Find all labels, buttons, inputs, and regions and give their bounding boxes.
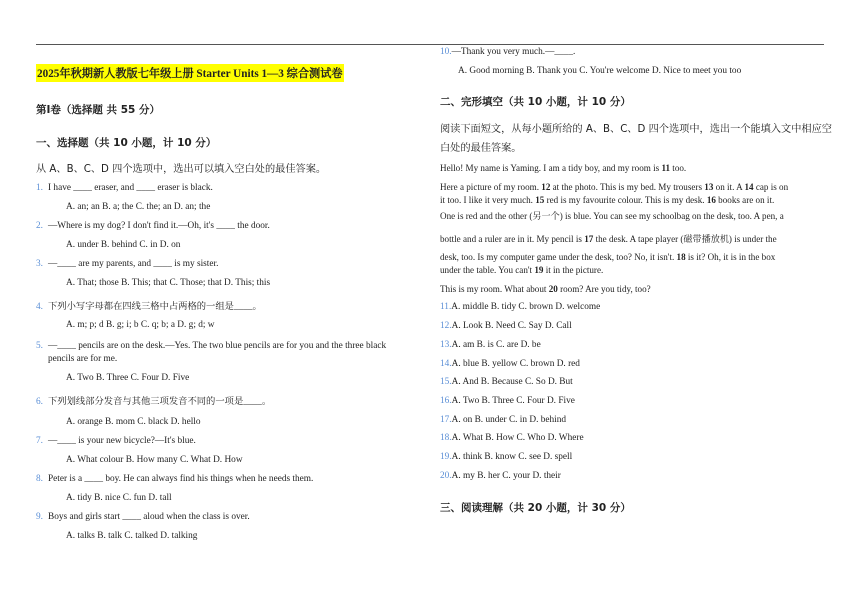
- cloze-item: [440, 415, 566, 425]
- question-number: 13.: [440, 340, 452, 350]
- cloze-options: A. Two B. Three C. Four D. Five: [451, 396, 575, 406]
- section-heading-choice: 一、选择题（共 10 小题，计 10 分）: [36, 137, 217, 149]
- cloze-options: A. middle B. tidy C. brown D. welcome: [451, 302, 601, 312]
- exam-title: 2025年秋期新人教版七年级上册 Starter Units 1—3 综合测试卷: [36, 64, 344, 82]
- cloze-options: A. on B. under C. in D. behind: [451, 415, 567, 425]
- question-4: [36, 298, 262, 312]
- question-5: [36, 341, 386, 351]
- question-5-continued: pencils are for me.: [48, 354, 118, 364]
- passage-text: red is my favourite colour. This is my desk.: [544, 195, 707, 205]
- blank-number: 11: [661, 163, 671, 173]
- question-number: 10.: [440, 47, 452, 57]
- blank-number: 17: [584, 234, 594, 244]
- question-text: —Where is my dog? I don't find it.—Oh, it's ____ the door.: [48, 221, 270, 231]
- cloze-item: [440, 471, 561, 481]
- cloze-item: [440, 359, 580, 369]
- passage-text: books are on it.: [715, 195, 775, 205]
- question-6-options: A. orange B. mom C. black D. hello: [66, 417, 201, 427]
- passage-text: desk, too. Is my computer game under the desk, too? No, it isn't.: [440, 252, 677, 262]
- cloze-options: A. And B. Because C. So D. But: [451, 377, 573, 387]
- passage-text: room? Are you tidy, too?: [557, 284, 651, 294]
- question-text: —____ are my parents, and ____ is my sister.: [48, 259, 219, 269]
- question-1-options: A. an; an B. a; the C. the; an D. an; the: [66, 202, 211, 212]
- question-text: Peter is a ____ boy. He can always find his things when he needs them.: [48, 474, 314, 484]
- passage-text: it too. I like it very much.: [440, 195, 536, 205]
- question-number: 8.: [36, 474, 43, 484]
- passage-text: cap is on: [753, 182, 789, 192]
- question-number: 11.: [440, 302, 452, 312]
- cloze-options: A. What B. How C. Who D. Where: [451, 433, 584, 443]
- question-6: [36, 393, 271, 407]
- question-text: 下列划线部分发音与其他三项发音不同的一项是____。: [48, 397, 272, 407]
- question-text: 下列小写字母都在四线三格中占两格的一组是____。: [48, 302, 262, 312]
- cloze-instruction-line2: 白处的最佳答案。: [440, 143, 522, 154]
- top-divider: [36, 44, 824, 45]
- blank-number: 16: [706, 195, 716, 205]
- question-text: —____ is your new bicycle?—It's blue.: [48, 436, 196, 446]
- passage-text: at the photo. This is my bed. My trousers: [550, 182, 705, 192]
- cloze-item: [440, 377, 573, 387]
- question-number: 17.: [440, 415, 452, 425]
- cloze-item: [440, 321, 572, 331]
- question-number: 6.: [36, 397, 43, 407]
- question-3: [36, 259, 218, 269]
- part-heading: 第Ⅰ卷（选择题 共 55 分）: [36, 104, 160, 116]
- question-text: Boys and girls start ____ aloud when the class is over.: [48, 512, 250, 522]
- question-9-options: A. talks B. talk C. talked D. talking: [66, 531, 198, 541]
- question-number: 20.: [440, 471, 452, 481]
- question-number: 14.: [440, 359, 452, 369]
- question-text: —Thank you very much.—____.: [451, 47, 576, 57]
- passage-line: [440, 282, 651, 297]
- question-7-options: A. What colour B. How many C. What D. How: [66, 455, 243, 465]
- question-4-options: A. m; p; d B. g; i; b C. q; b; a D. g; d; w: [66, 320, 215, 330]
- question-number: 16.: [440, 396, 452, 406]
- question-number: 5.: [36, 341, 43, 351]
- passage-line: [440, 263, 603, 278]
- question-text: —____ pencils are on the desk.—Yes. The two blue pencils are for you and the three black: [48, 341, 387, 351]
- question-number: 12.: [440, 321, 452, 331]
- passage-text: the desk. A tape player (磁带播放机) is under the: [593, 234, 777, 244]
- question-number: 3.: [36, 259, 43, 269]
- question-2: [36, 221, 270, 231]
- cloze-options: A. blue B. yellow C. brown D. red: [451, 359, 580, 369]
- cloze-options: A. am B. is C. are D. be: [451, 340, 541, 350]
- question-3-options: A. That; those B. This; that C. Those; that D. This; this: [66, 278, 271, 288]
- blank-number: 20: [548, 284, 558, 294]
- question-10: [440, 47, 575, 57]
- blank-number: 15: [535, 195, 545, 205]
- blank-number: 12: [541, 182, 551, 192]
- blank-number: 13: [704, 182, 714, 192]
- passage-line: [440, 161, 686, 176]
- question-8: [36, 474, 313, 484]
- question-5-options: A. Two B. Three C. Four D. Five: [66, 373, 190, 383]
- question-number: 1.: [36, 183, 43, 193]
- passage-text: under the table. You can't: [440, 265, 535, 275]
- passage-text: is it? Oh, it is in the box: [685, 252, 776, 262]
- section-heading-reading: 三、阅读理解（共 20 小题，计 30 分）: [440, 502, 631, 514]
- question-2-options: A. under B. behind C. in D. on: [66, 240, 181, 250]
- question-number: 19.: [440, 452, 452, 462]
- question-9: [36, 512, 250, 522]
- question-number: 2.: [36, 221, 43, 231]
- passage-text: This is my room. What about: [440, 284, 549, 294]
- passage-line: [440, 232, 777, 247]
- passage-text: bottle and a ruler are in it. My pencil is: [440, 234, 585, 244]
- question-8-options: A. tidy B. nice C. fun D. tall: [66, 493, 172, 503]
- question-number: 18.: [440, 433, 452, 443]
- question-number: 15.: [440, 377, 452, 387]
- question-number: 7.: [36, 436, 43, 446]
- blank-number: 14: [744, 182, 754, 192]
- section-heading-cloze: 二、完形填空（共 10 小题，计 10 分）: [440, 96, 631, 108]
- blank-number: 19: [534, 265, 544, 275]
- cloze-item: [440, 396, 575, 406]
- question-10-options: A. Good morning B. Thank you C. You're welcome D. Nice to meet you too: [458, 66, 742, 76]
- passage-line: One is red and the other (另一个) is blue. You can see my schoolbag on the desk, too. A pen, a: [440, 211, 784, 221]
- question-number: 9.: [36, 512, 43, 522]
- passage-text: Hello! My name is Yaming. I am a tidy boy, and my room is: [440, 163, 662, 173]
- cloze-item: [440, 340, 541, 350]
- question-7: [36, 436, 196, 446]
- cloze-options: A. think B. know C. see D. spell: [451, 452, 573, 462]
- cloze-item: [440, 433, 584, 443]
- cloze-options: A. my B. her C. your D. their: [451, 471, 561, 481]
- passage-text: on it. A: [713, 182, 745, 192]
- question-1: [36, 183, 213, 193]
- cloze-item: [440, 452, 572, 462]
- passage-text: it in the picture.: [543, 265, 604, 275]
- passage-text: Here a picture of my room.: [440, 182, 542, 192]
- passage-line: [440, 193, 774, 208]
- passage-text: too.: [670, 163, 687, 173]
- section-instruction: 从 A、B、C、D 四个选项中，选出可以填入空白处的最佳答案。: [36, 164, 327, 175]
- cloze-options: A. Look B. Need C. Say D. Call: [451, 321, 572, 331]
- blank-number: 18: [676, 252, 686, 262]
- question-text: I have ____ eraser, and ____ eraser is black.: [48, 183, 213, 193]
- question-number: 4.: [36, 302, 43, 312]
- cloze-item: [440, 302, 600, 312]
- cloze-instruction-line1: 阅读下面短文，从每小题所给的 A、B、C、D 四个选项中，选出一个能填入文中相应空: [440, 124, 832, 135]
